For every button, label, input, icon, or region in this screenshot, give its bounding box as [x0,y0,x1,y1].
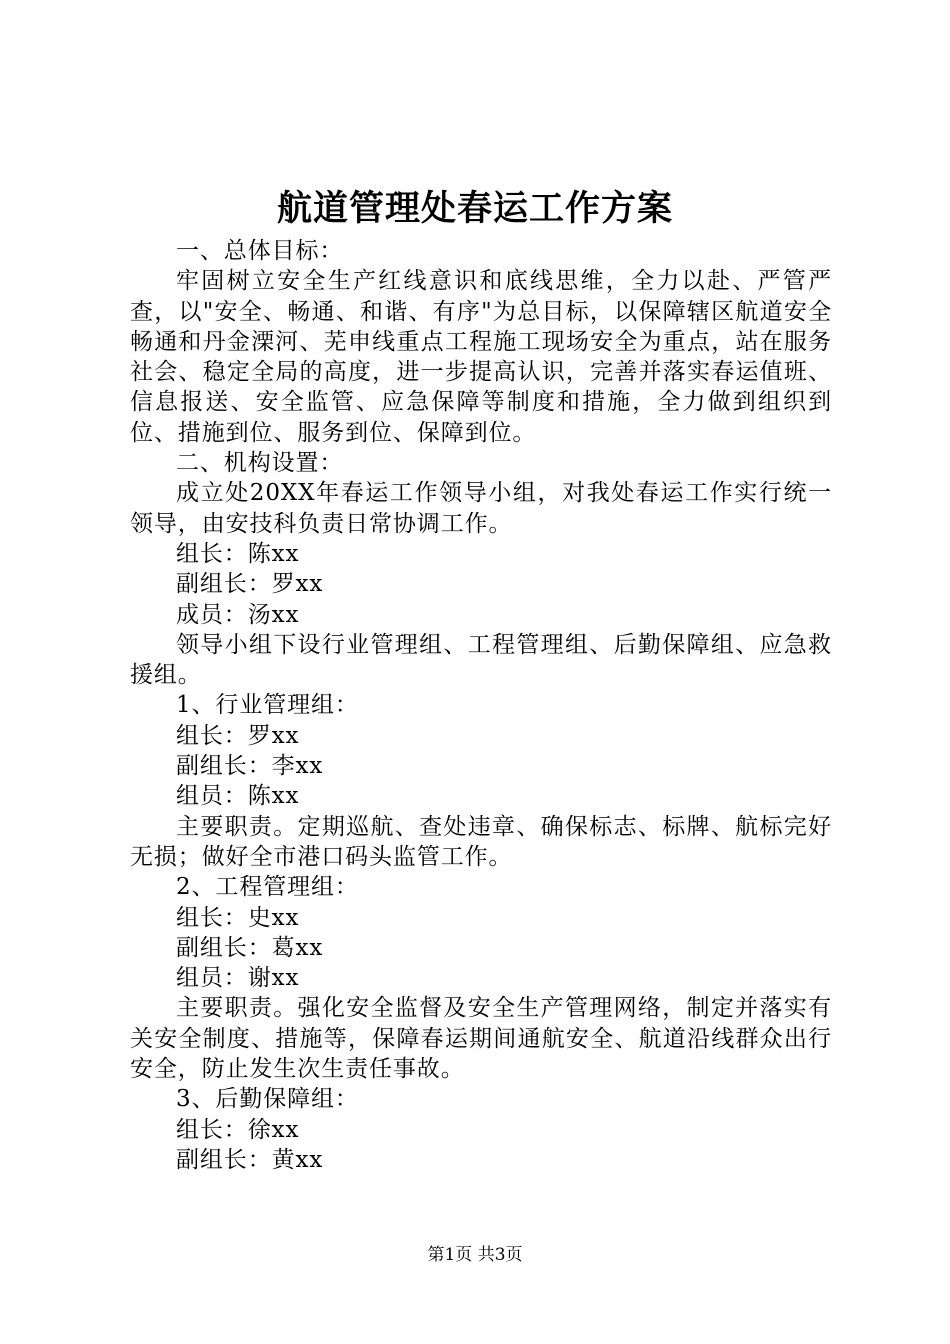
document-title: 航道管理处春运工作方案 [276,188,673,229]
member-line: 成员：汤xx [176,601,300,628]
page-footer: 第1页 共3页 [427,1245,523,1265]
logistics-group-heading: 3、后勤保障组： [176,1086,359,1113]
engineering-group-heading: 2、工程管理组： [176,874,359,901]
leader-line: 组长：陈xx [176,540,300,567]
subgroups-paragraph: 领导小组下设行业管理组、工程管理组、后勤保障组、应急救援组。 [130,631,832,689]
deputy-leader-line: 副组长：罗xx [176,571,324,598]
industry-deputy-line: 副组长：李xx [176,753,324,780]
industry-duties-paragraph: 主要职责。定期巡航、查处违章、确保标志、标牌、航标完好无损；做好全市港口码头监管工作。 [130,813,832,870]
document-body [130,236,832,1175]
logistics-leader-line: 组长：徐xx [176,1116,300,1143]
engineering-leader-line: 组长：史xx [176,904,300,931]
engineering-duties-paragraph: 主要职责。强化安全监督及安全生产管理网络，制定并落实有关安全制度、措施等，保障春运期间通航安全、航道沿线群众出行安全，防止发生次生责任事故。 [130,995,832,1083]
section-heading-organization: 二、机构设置： [176,450,344,477]
industry-group-heading: 1、行业管理组： [176,692,359,719]
engineering-deputy-line: 副组长：葛xx [176,934,324,961]
industry-member-line: 组员：陈xx [176,783,300,810]
organization-paragraph: 成立处20XX年春运工作领导小组，对我处春运工作实行统一领导，由安技科负责日常协调工作。 [130,480,832,537]
engineering-member-line: 组员：谢xx [176,965,300,992]
industry-leader-line: 组长：罗xx [176,722,300,749]
goal-paragraph: 牢固树立安全生产红线意识和底线思维，全力以赴、严管严查，以"安全、畅通、和谐、有序"为总目标，以保障辖区航道安全畅通和丹金溧河、芜申线重点工程施工现场安全为重点，站在服务社会、稳定全局的高度，进一步提高认识，完善并落实春运值班、信息报送、安全监管、应急保障等制度和措施，全力做到组织到位、措施到位、服务到位、保障到位。 [130,268,832,446]
section-heading-goal: 一、总体目标： [176,238,344,264]
logistics-deputy-line: 副组长：黄xx [176,1146,324,1173]
